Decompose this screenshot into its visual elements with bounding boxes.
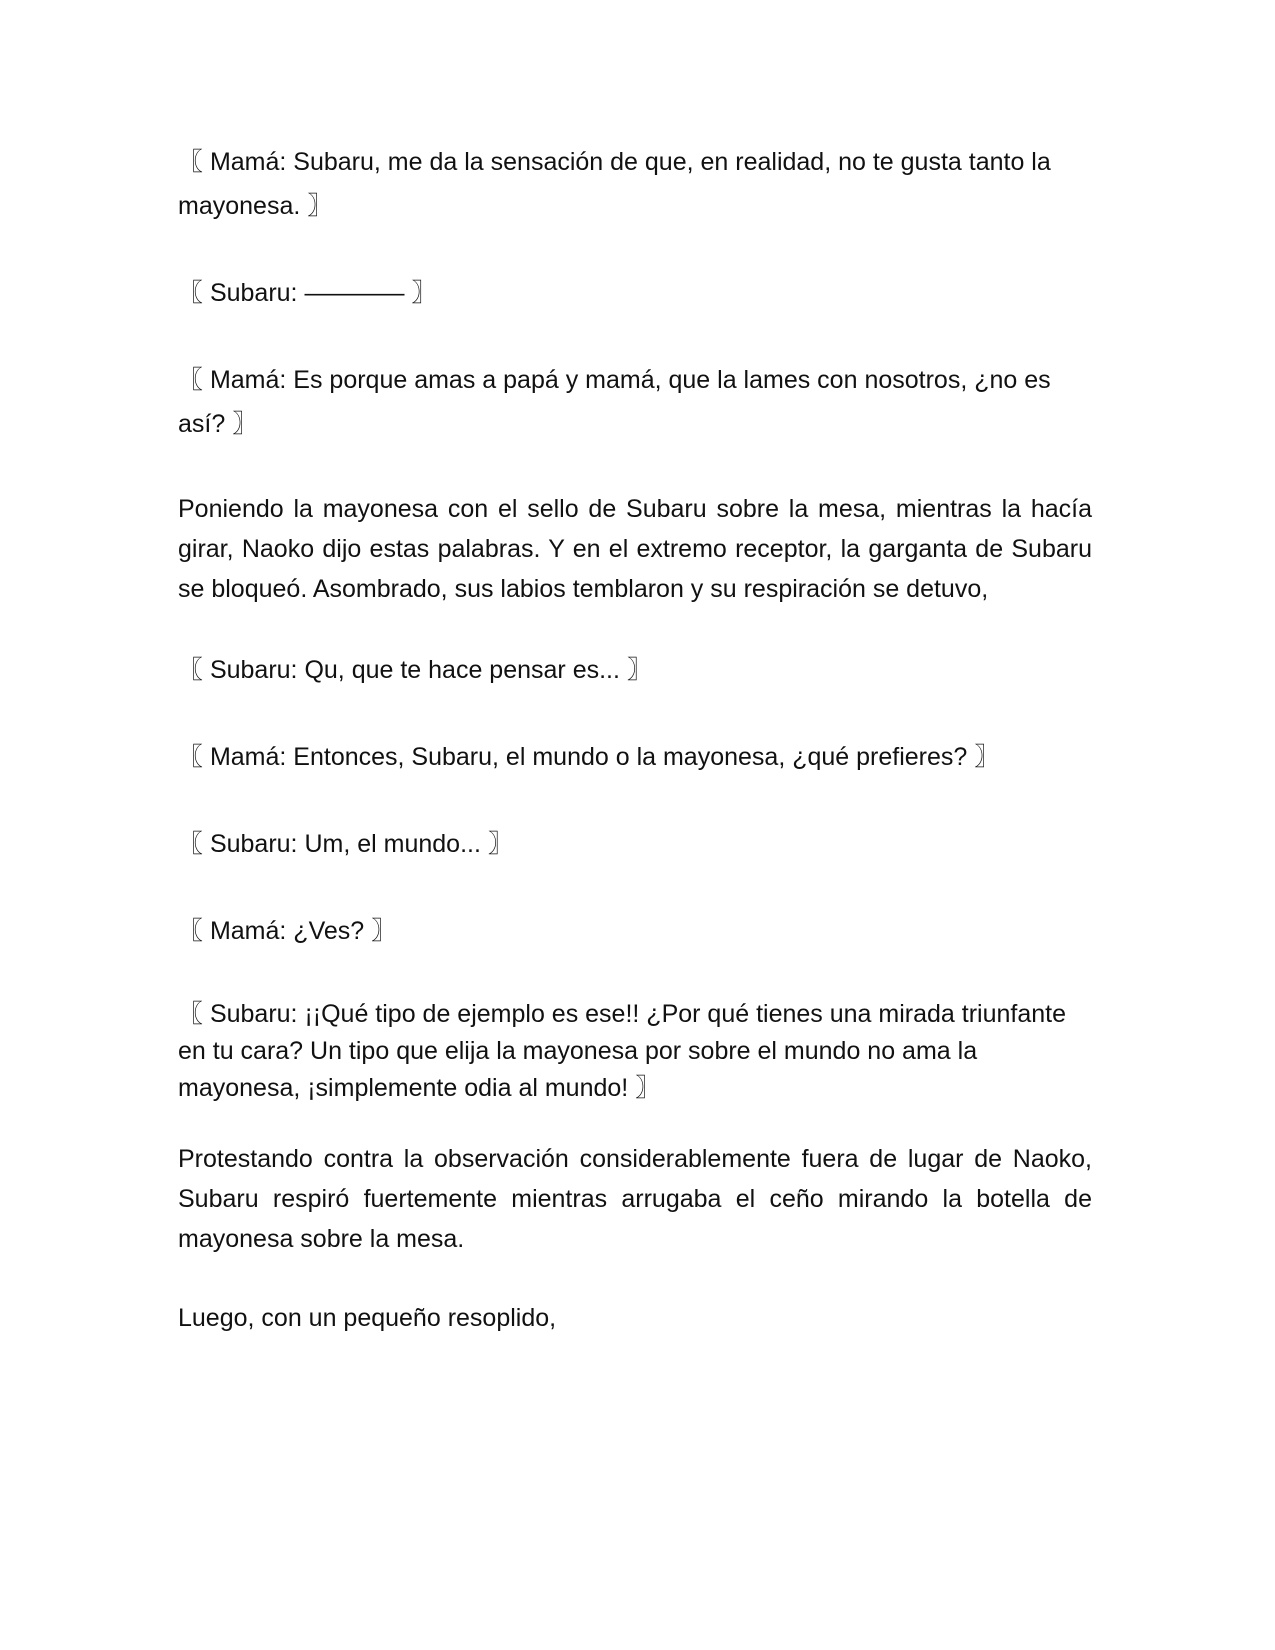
dialogue-subaru-3: 〖 Subaru: Um, el mundo... 〗 [178, 830, 513, 858]
dialogue-mama-4: 〖 Mamá: ¿Ves? 〗 [178, 917, 397, 945]
dialogue-mama-1: 〖 Mamá: Subaru, me da la sensación de que, en realidad, no te gusta tanto la mayonesa. 〗 [178, 148, 1051, 220]
narration-2: Protestando contra la observación considerablemente fuera de lugar de Naoko, Subaru respiró fuertemente mientras arrugaba el ceño mirando la botella de mayonesa sobre la mesa. [178, 1145, 1092, 1253]
dialogue-mama-3: 〖 Mamá: Entonces, Subaru, el mundo o la mayonesa, ¿qué prefieres? 〗 [178, 743, 1000, 771]
narration-1: Poniendo la mayonesa con el sello de Subaru sobre la mesa, mientras la hacía girar, Naoko dijo estas palabras. Y en el extremo receptor, la garganta de Subaru se bloqueó. Asombrado, sus labios temblaron y su respiración se detuvo, [178, 495, 1092, 603]
dialogue-subaru-4: 〖 Subaru: ¡¡Qué tipo de ejemplo es ese!! ¿Por qué tienes una mirada triunfante en tu cara? Un tipo que elija la mayonesa por sobre el mundo no ama la mayonesa, ¡simplemente odia al mundo! 〗 [178, 1000, 1066, 1102]
narration-3: Luego, con un pequeño resoplido, [178, 1304, 557, 1332]
dialogue-subaru-2: 〖 Subaru: Qu, que te hace pensar es... 〗 [178, 656, 652, 684]
dialogue-subaru-1: 〖 Subaru: ———— 〗 [178, 279, 437, 307]
text-body [178, 140, 1092, 1377]
dialogue-mama-2: 〖 Mamá: Es porque amas a papá y mamá, que la lames con nosotros, ¿no es así? 〗 [178, 366, 1051, 438]
